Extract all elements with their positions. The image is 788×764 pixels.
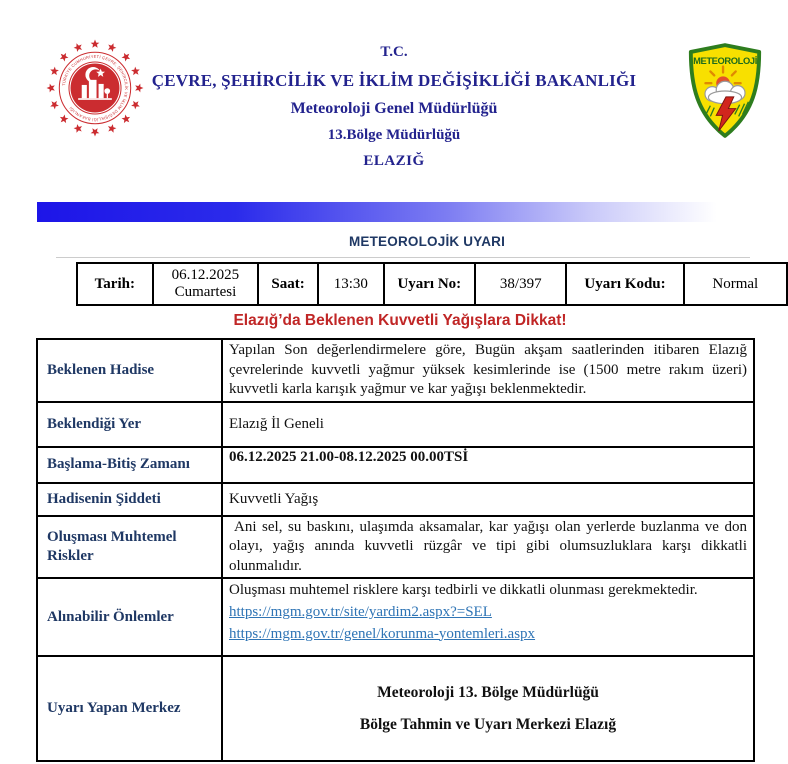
row-value — [222, 578, 754, 656]
korunma-yontemleri-link[interactable]: https://mgm.gov.tr/genel/korunma-yontemleri.aspx — [229, 625, 536, 642]
saat-label: Saat: — [258, 263, 318, 305]
blue-gradient-bar — [37, 202, 745, 222]
header-region: 13.Bölge Müdürlüğü — [327, 127, 461, 143]
row-value — [222, 656, 754, 761]
uyari-no-value: 38/397 — [475, 263, 566, 305]
document-header — [130, 44, 658, 170]
hadisenin-siddeti-text: Kuvvetli Yağış — [222, 483, 754, 516]
row-label: Başlama-Bitiş Zamanı — [37, 447, 222, 483]
tarih-day: Cumartesi — [174, 284, 237, 300]
baslama-bitis-text: 06.12.2025 21.00-08.12.2025 00.00TSİ — [222, 447, 754, 483]
table-row-olusmasi-muhtemel-riskler — [37, 516, 754, 579]
beklenen-hadise-text: Yapılan Son değerlendirmelere göre, Bugün akşam saatlerinden itibaren Elazığ çevrelerinde kuvvetli yağmur yüksek kesimlerinde ise (1500 metre rakım üzeri) kuvvetli karla karışık yağmur ve kar yağışı beklenmektedir. — [229, 342, 747, 397]
tarih-value — [153, 263, 259, 305]
header-city: ELAZIĞ — [363, 153, 425, 169]
row-label: Oluşması Muhtemel Riskler — [37, 516, 222, 579]
row-label: Hadisenin Şiddeti — [37, 483, 222, 516]
saat-value: 13:30 — [318, 263, 384, 305]
tarih-label: Tarih: — [77, 263, 153, 305]
table-row-beklendigi-yer — [37, 402, 754, 447]
table-row-hadisenin-siddeti — [37, 483, 754, 516]
meteoroloji-shield-icon — [684, 42, 766, 140]
merkez-line2: Bölge Tahmin ve Uyarı Merkezi Elazığ — [359, 715, 617, 733]
row-label: Beklenen Hadise — [37, 339, 222, 402]
emblem-ring-text: TÜRKİYE CUMHURİYETİ ÇEVRE, ŞEHİRCİLİK VE İKLİM DEĞİŞİKLİĞİ BAKANLIĞI — [60, 53, 130, 123]
alert-headline: Elazığ’da Beklenen Kuvvetli Yağışlara Dikkat! — [233, 312, 567, 329]
shield-title-text: METEOROLOJİ — [693, 56, 757, 67]
riskler-text: Ani sel, su baskını, ulaşımda aksamalar, kar yağışı olan yerlerde buzlanma ve don olayı, yağış anında kuvvetli rüzgâr ve tipi gibi olumsuzluklara karşı dikkatli olunmalıdır. — [229, 518, 747, 574]
row-value — [222, 339, 754, 402]
header-tc: T.C. — [380, 44, 408, 60]
table-row-alinabilir-onlemler — [37, 578, 754, 656]
table-row-beklenen-hadise — [37, 339, 754, 402]
yardim-link[interactable]: https://mgm.gov.tr/site/yardim2.aspx?=SEL — [229, 603, 492, 620]
warning-detail-table — [36, 338, 755, 762]
divider-line — [56, 257, 750, 258]
row-label: Uyarı Yapan Merkez — [37, 656, 222, 761]
section-title: METEOROLOJİK UYARI — [348, 234, 506, 249]
row-label: Alınabilir Önlemler — [37, 578, 222, 656]
row-label: Beklendiği Yer — [37, 402, 222, 447]
table-row-baslama-bitis — [37, 447, 754, 483]
info-row — [77, 263, 787, 305]
header-ministry: ÇEVRE, ŞEHİRCİLİK VE İKLİM DEĞİŞİKLİĞİ BAKANLIĞI — [151, 71, 637, 90]
header-org: Meteoroloji Genel Müdürlüğü — [290, 100, 498, 117]
warning-info-table — [76, 262, 788, 306]
uyari-kodu-label: Uyarı Kodu: — [566, 263, 683, 305]
row-value — [222, 516, 754, 579]
beklendigi-yer-text: Elazığ İl Geneli — [222, 402, 754, 447]
uyari-kodu-value: Normal — [684, 263, 787, 305]
tarih-date: 06.12.2025 — [171, 267, 240, 283]
onlemler-text: Oluşması muhtemel risklere karşı tedbirli ve dikkatli olunması gerekmektedir. — [229, 582, 698, 598]
table-row-uyari-yapan-merkez — [37, 656, 754, 761]
uyari-no-label: Uyarı No: — [384, 263, 475, 305]
merkez-line1: Meteoroloji 13. Bölge Müdürlüğü — [377, 683, 599, 701]
